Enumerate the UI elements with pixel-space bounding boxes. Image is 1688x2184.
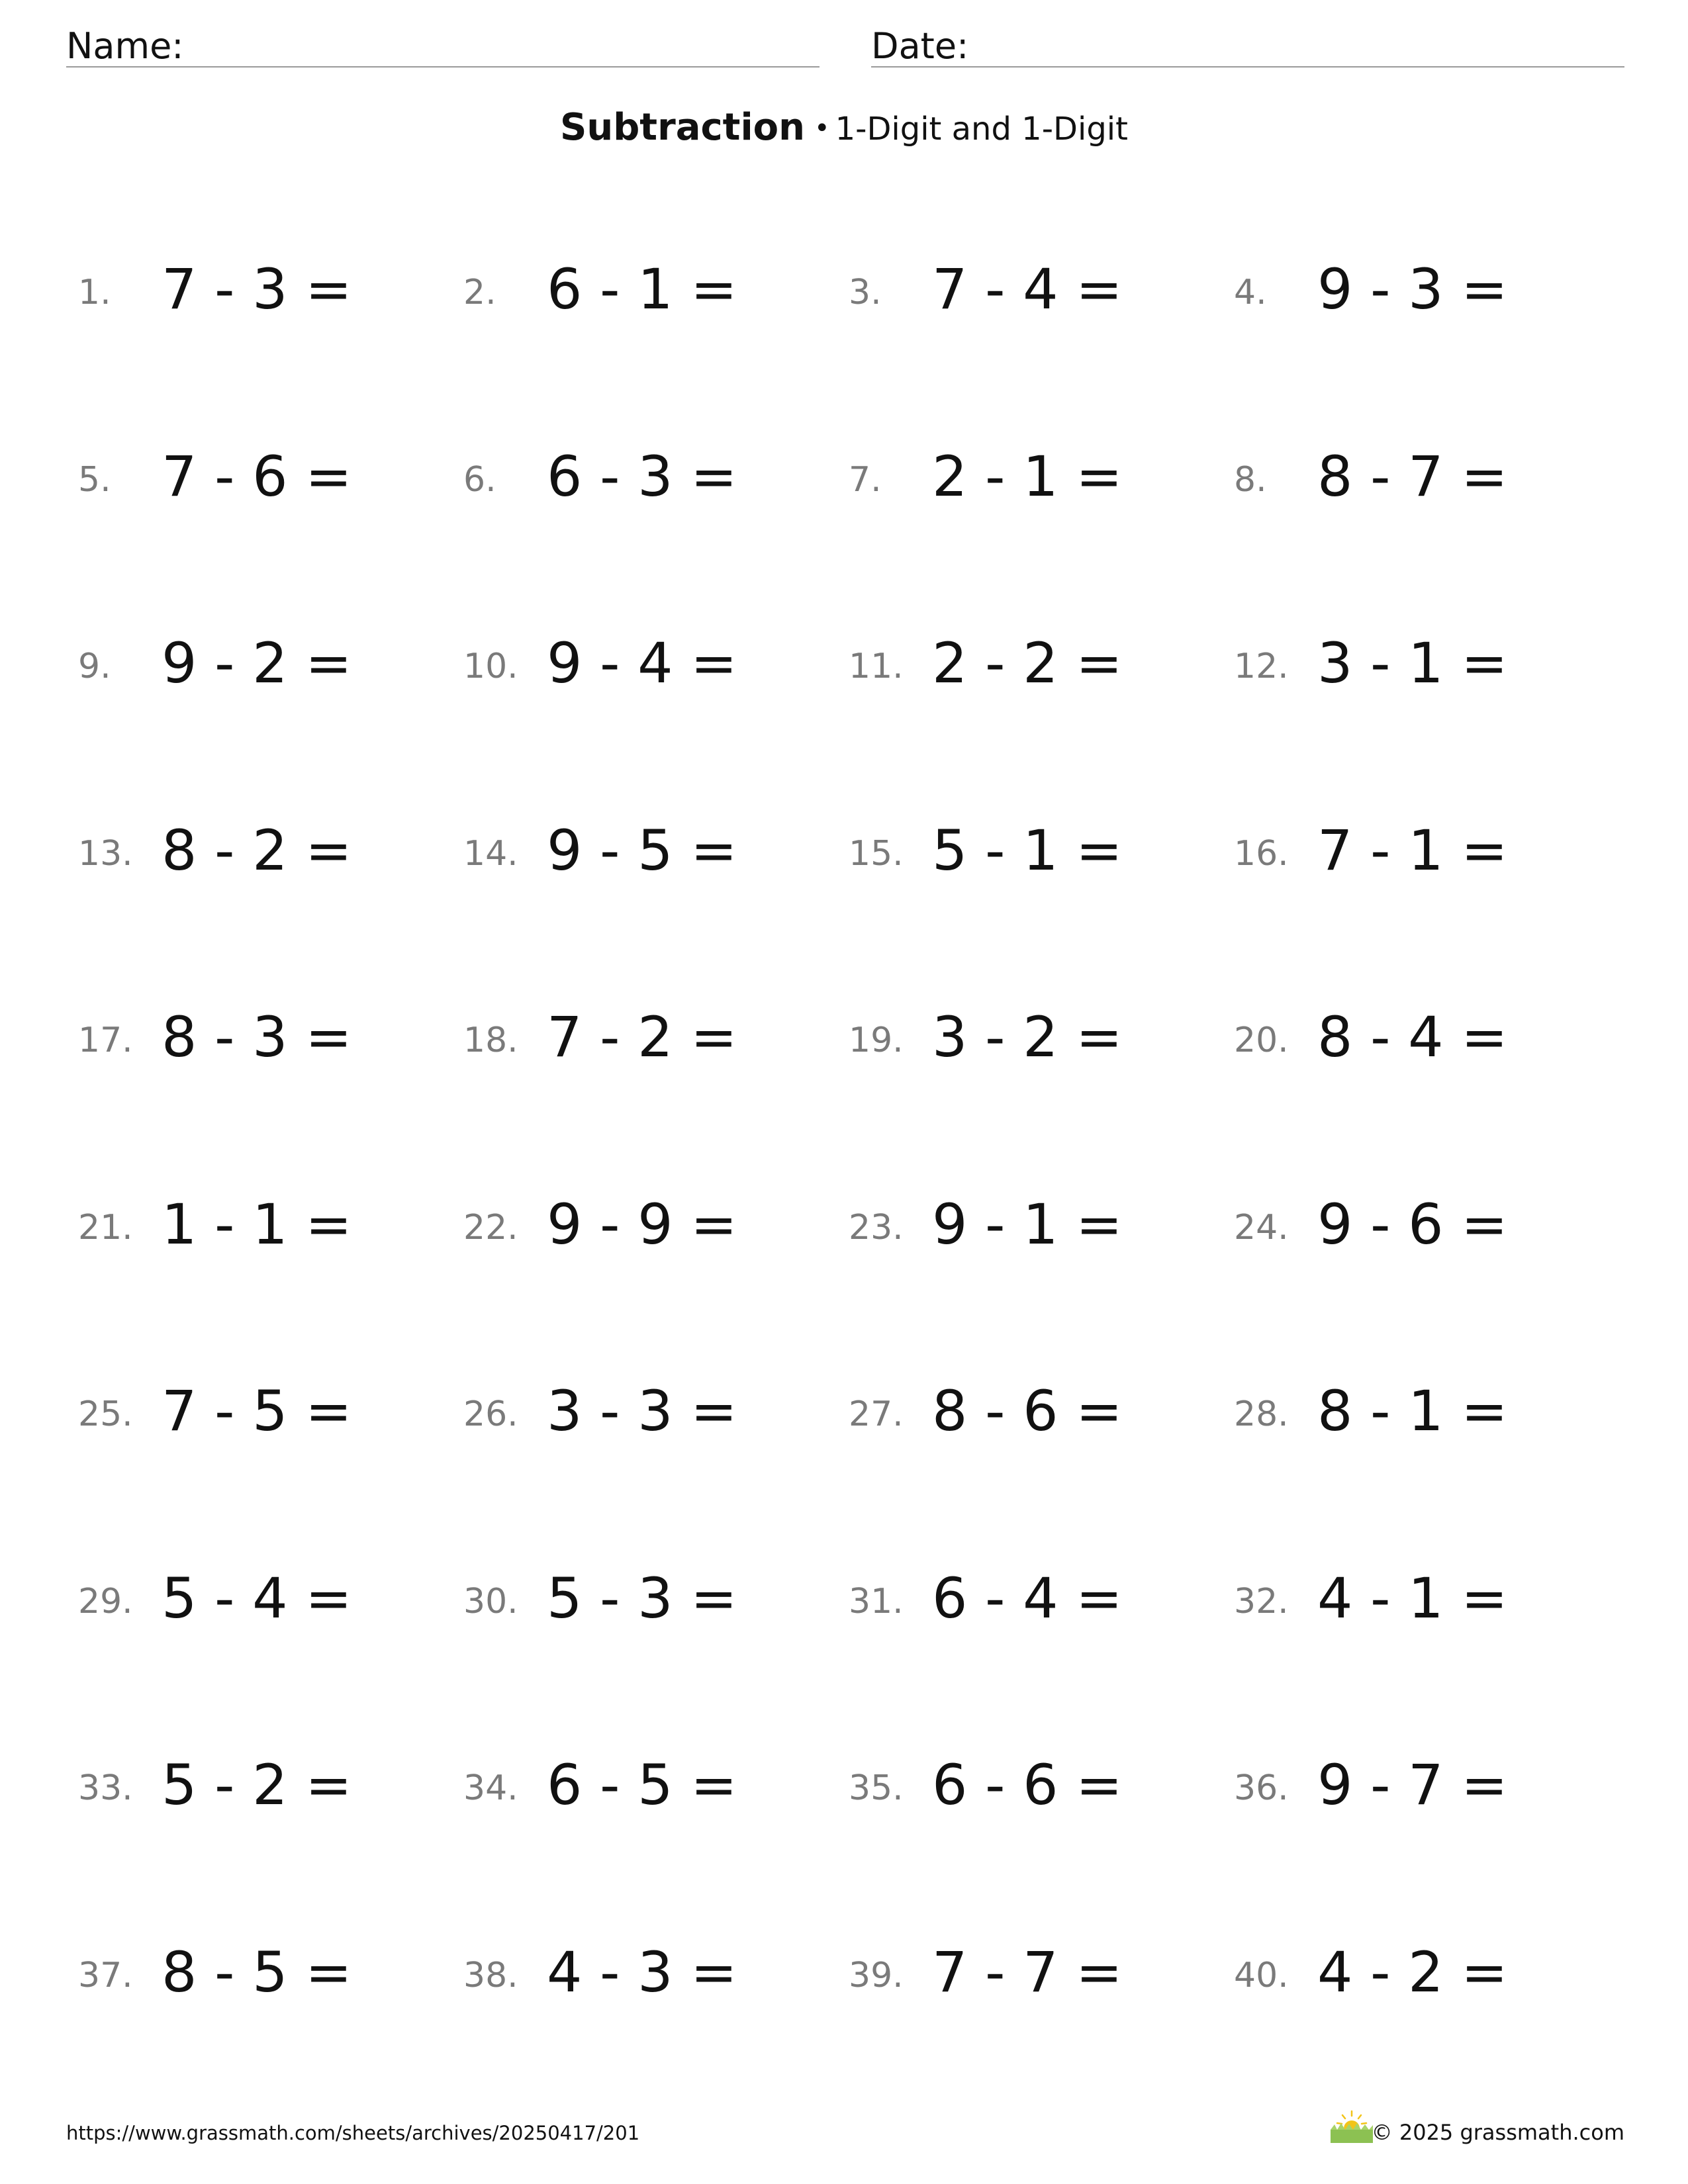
problem-expression: 9 - 7 =: [1317, 1752, 1508, 1817]
problem-number: 9.: [78, 647, 111, 686]
problem-expression: 4 - 2 =: [1317, 1940, 1508, 2005]
problem-number: 1.: [78, 273, 111, 312]
problem-expression: 1 - 1 =: [162, 1192, 352, 1257]
title-bullet: •: [814, 113, 830, 144]
problem-number: 7.: [849, 460, 882, 500]
problem-expression: 8 - 3 =: [162, 1005, 352, 1069]
problem-number: 15.: [849, 834, 904, 874]
problem-expression: 7 - 5 =: [162, 1379, 352, 1443]
problem-expression: 3 - 1 =: [1317, 631, 1508, 696]
problem-number: 35.: [849, 1768, 904, 1808]
problem-number: 21.: [78, 1208, 133, 1248]
problem-number: 30.: [463, 1582, 518, 1621]
footer-copyright: © 2025 grassmath.com: [1371, 2120, 1624, 2145]
grass-sun-logo-icon: [1328, 2110, 1376, 2144]
problem-number: 12.: [1234, 647, 1289, 686]
problem-expression: 8 - 5 =: [162, 1940, 352, 2005]
problem-expression: 6 - 1 =: [547, 257, 737, 322]
problem-expression: 9 - 2 =: [162, 631, 352, 696]
problem-expression: 8 - 1 =: [1317, 1379, 1508, 1443]
problem-expression: 7 - 1 =: [1317, 818, 1508, 883]
problem-expression: 8 - 2 =: [162, 818, 352, 883]
problem-expression: 3 - 3 =: [547, 1379, 737, 1443]
problem-expression: 6 - 6 =: [932, 1752, 1123, 1817]
problem-number: 39.: [849, 1956, 904, 1995]
problem-number: 16.: [1234, 834, 1289, 874]
problem-number: 19.: [849, 1021, 904, 1060]
problem-number: 33.: [78, 1768, 133, 1808]
problem-expression: 9 - 9 =: [547, 1192, 737, 1257]
problem-number: 36.: [1234, 1768, 1289, 1808]
problem-expression: 5 - 1 =: [932, 818, 1123, 883]
problem-number: 24.: [1234, 1208, 1289, 1248]
problem-expression: 9 - 4 =: [547, 631, 737, 696]
problem-number: 26.: [463, 1394, 518, 1434]
date-label: Date:: [871, 25, 969, 67]
problem-expression: 9 - 1 =: [932, 1192, 1123, 1257]
title-subtitle: 1-Digit and 1-Digit: [835, 111, 1128, 148]
problem-number: 20.: [1234, 1021, 1289, 1060]
problem-number: 38.: [463, 1956, 518, 1995]
name-label: Name:: [66, 25, 184, 67]
problem-number: 34.: [463, 1768, 518, 1808]
problem-number: 8.: [1234, 460, 1267, 500]
problem-expression: 6 - 5 =: [547, 1752, 737, 1817]
footer-url[interactable]: https://www.grassmath.com/sheets/archives/20250417/201: [66, 2122, 640, 2144]
problem-expression: 6 - 3 =: [547, 444, 737, 509]
problem-expression: 7 - 4 =: [932, 257, 1123, 322]
problem-expression: 7 - 7 =: [932, 1940, 1123, 2005]
problem-expression: 7 - 2 =: [547, 1005, 737, 1069]
problem-number: 4.: [1234, 273, 1267, 312]
problem-number: 6.: [463, 460, 496, 500]
problem-expression: 5 - 2 =: [162, 1752, 352, 1817]
problem-expression: 8 - 4 =: [1317, 1005, 1508, 1069]
problem-expression: 9 - 3 =: [1317, 257, 1508, 322]
problem-number: 13.: [78, 834, 133, 874]
problem-expression: 7 - 6 =: [162, 444, 352, 509]
problem-expression: 4 - 1 =: [1317, 1566, 1508, 1631]
problem-expression: 8 - 7 =: [1317, 444, 1508, 509]
problem-expression: 5 - 4 =: [162, 1566, 352, 1631]
problem-number: 37.: [78, 1956, 133, 1995]
problem-number: 32.: [1234, 1582, 1289, 1621]
problem-expression: 4 - 3 =: [547, 1940, 737, 2005]
problem-number: 25.: [78, 1394, 133, 1434]
problem-number: 10.: [463, 647, 518, 686]
problem-number: 27.: [849, 1394, 904, 1434]
problem-expression: 9 - 6 =: [1317, 1192, 1508, 1257]
problem-number: 31.: [849, 1582, 904, 1621]
problem-number: 28.: [1234, 1394, 1289, 1434]
problem-expression: 2 - 1 =: [932, 444, 1123, 509]
title-main: Subtraction: [560, 106, 805, 149]
problem-number: 3.: [849, 273, 882, 312]
problem-number: 17.: [78, 1021, 133, 1060]
problem-number: 11.: [849, 647, 904, 686]
problem-number: 14.: [463, 834, 518, 874]
problem-number: 2.: [463, 273, 496, 312]
problem-expression: 2 - 2 =: [932, 631, 1123, 696]
problem-expression: 3 - 2 =: [932, 1005, 1123, 1069]
problem-expression: 9 - 5 =: [547, 818, 737, 883]
problem-expression: 6 - 4 =: [932, 1566, 1123, 1631]
problem-number: 23.: [849, 1208, 904, 1248]
problem-number: 22.: [463, 1208, 518, 1248]
problem-number: 18.: [463, 1021, 518, 1060]
problem-expression: 7 - 3 =: [162, 257, 352, 322]
problem-number: 40.: [1234, 1956, 1289, 1995]
problem-number: 29.: [78, 1582, 133, 1621]
problem-expression: 8 - 6 =: [932, 1379, 1123, 1443]
problem-expression: 5 - 3 =: [547, 1566, 737, 1631]
problem-number: 5.: [78, 460, 111, 500]
